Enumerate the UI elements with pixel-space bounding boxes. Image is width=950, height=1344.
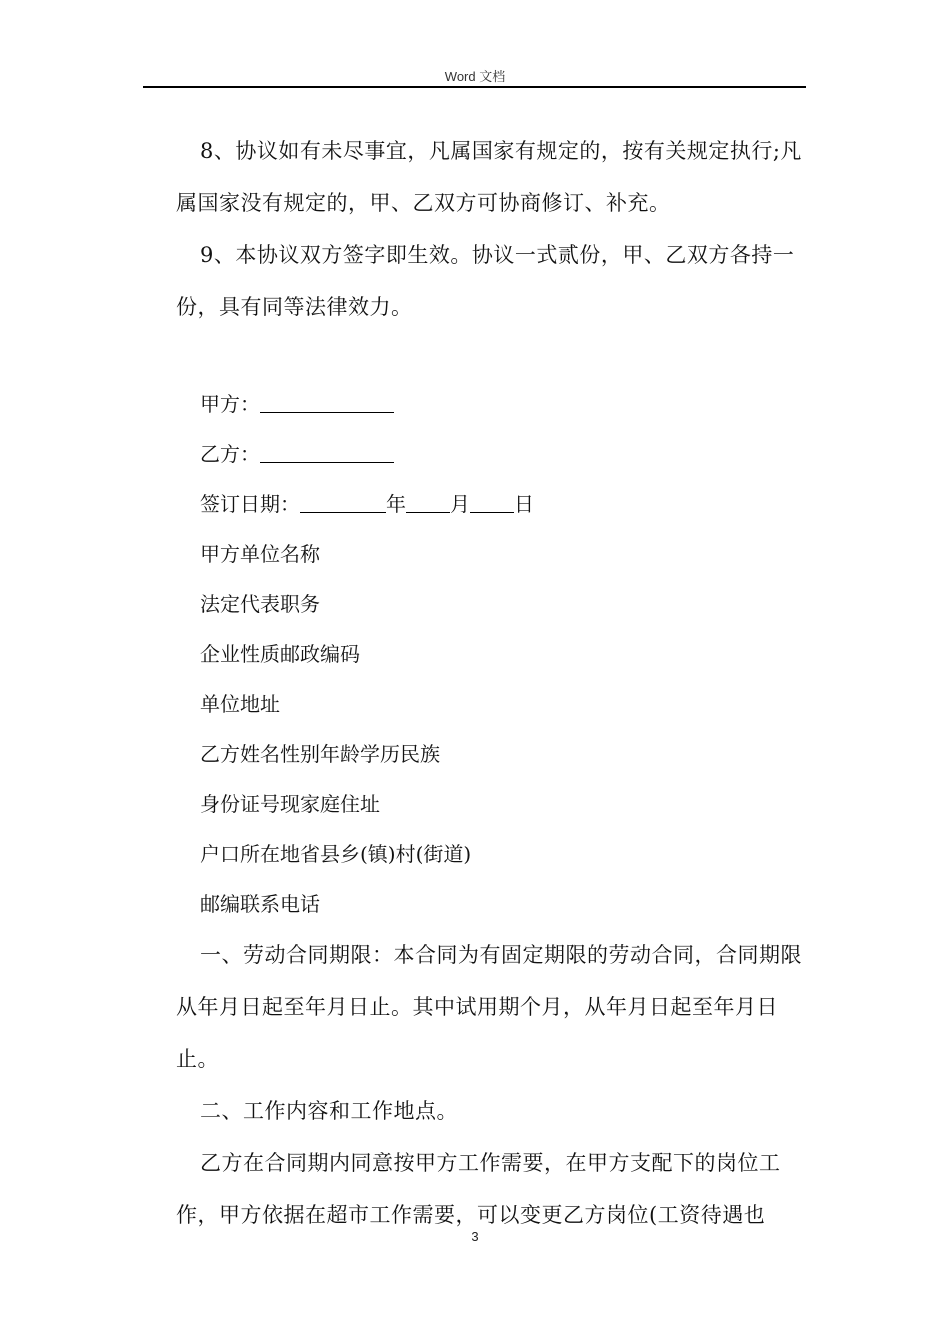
party-a-signature-line: [176, 379, 806, 429]
year-char: 年: [386, 492, 406, 516]
spacer: [176, 333, 806, 379]
section-2-body: 乙方在合同期内同意按甲方工作需要，在甲方支配下的岗位工作，甲方依据在超市工作需要，可以变更乙方岗位(工资待遇也: [176, 1151, 781, 1227]
field-postcode-phone: 邮编联系电话: [200, 892, 320, 916]
field-employer-address: 单位地址: [200, 692, 280, 716]
field-legal-rep-title: 法定代表职务: [200, 592, 320, 616]
party-b-label: 乙方：: [200, 442, 260, 466]
sign-date-label: 签订日期：: [200, 492, 300, 516]
field-employee-info: 乙方姓名性别年龄学历民族: [200, 742, 440, 766]
field-enterprise-type-postcode: 企业性质邮政编码: [200, 642, 360, 666]
field-employer-name: 甲方单位名称: [200, 542, 320, 566]
day-blank: [470, 494, 514, 513]
party-b-blank: [260, 444, 394, 463]
field-household-registration: 户口所在地省县乡(镇)村(街道): [200, 842, 472, 866]
party-b-signature-line: [176, 429, 806, 479]
day-char: 日: [514, 492, 534, 516]
clause-9: 9、本协议双方签字即生效。协议一式贰份，甲、乙双方各持一份，具有同等法律效力。: [176, 243, 795, 319]
section-2-title: 二、工作内容和工作地点。: [200, 1099, 458, 1123]
month-blank: [406, 494, 450, 513]
document-body: [176, 125, 806, 1241]
year-blank: [300, 494, 386, 513]
page-number: 3: [471, 1229, 479, 1244]
header-divider: [143, 86, 806, 88]
clause-8: 8、协议如有未尽事宜，凡属国家有规定的，按有关规定执行;凡属国家没有规定的，甲、乙双方可协商修订、补充。: [176, 139, 802, 215]
party-a-label: 甲方：: [200, 392, 260, 416]
document-header-title: Word 文档: [444, 69, 506, 84]
field-id-home-address: 身份证号现家庭住址: [200, 792, 380, 816]
party-a-blank: [260, 394, 394, 413]
sign-date-line: [176, 479, 806, 529]
month-char: 月: [450, 492, 470, 516]
section-1-contract-term: 一、劳动合同期限：本合同为有固定期限的劳动合同，合同期限从年月日起至年月日止。其中试用期个月，从年月日起至年月日止。: [176, 943, 802, 1071]
